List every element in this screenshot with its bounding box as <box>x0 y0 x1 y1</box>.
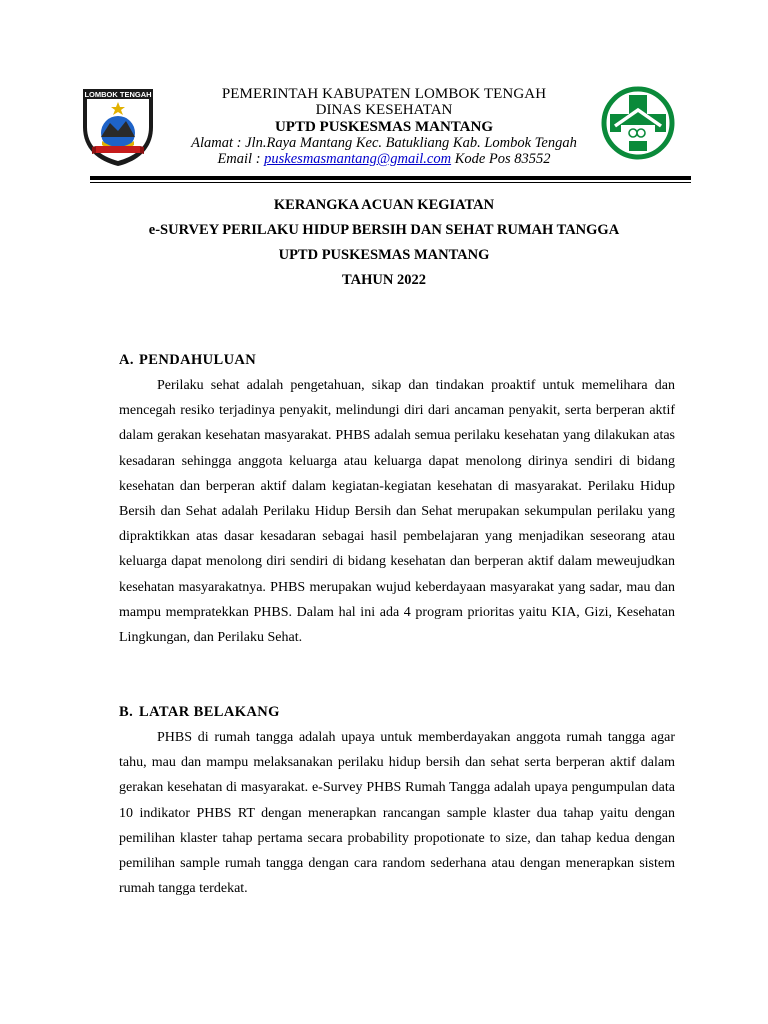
lombok-tengah-emblem-icon <box>80 87 156 167</box>
section-text-b: PHBS di rumah tangga adalah upaya untuk memberdayakan anggota rumah tangga agar tahu, mau dan mampu melaksanakan perilaku hidup bersih dan sehat serta berperan aktif dalam gerakan kesehatan di masyarakat. e-Survey PHBS Rumah Tangga adalah upaya pengumpulan data 10 indikator PHBS RT dengan menerapkan rancangan sample klaster dua tahap yaitu dengan pemilihan klaster tahap pertama secara probability propotionate to size, dan tahap kedua dengan pemilihan sample rumah tangga dengan cara random sederhana atau dengan menerapkan sistem rumah tangga terdekat. <box>119 730 675 897</box>
address-line: Alamat : Jln.Raya Mantang Kec. Batukliang Kab. Lombok Tengah <box>191 135 577 151</box>
postal-code: Kode Pos 83552 <box>451 151 551 167</box>
contact-line <box>160 151 608 167</box>
letterhead-rule-thin <box>90 182 691 183</box>
section-heading-b <box>119 704 280 721</box>
section-title-a: PENDAHULUAN <box>139 352 257 368</box>
doc-title-3: UPTD PUSKESMAS MANTANG <box>278 247 490 263</box>
government-name: PEMERINTAH KABUPATEN LOMBOK TENGAH <box>221 86 547 102</box>
section-body-b <box>119 725 675 901</box>
section-number-b: B. <box>119 704 134 720</box>
doc-title-1: KERANGKA ACUAN KEGIATAN <box>273 197 495 213</box>
section-text-a: Perilaku sehat adalah pengetahuan, sikap dan tindakan proaktif untuk memelihara dan mencegah resiko terjadinya penyakit, melindungi diri dari ancaman penyakit, serta berperan aktif dalam gerakan kesehatan masyarakat. PHBS adalah semua perilaku kesehatan yang dilakukan atas kesadaran sehingga anggota keluarga atau keluarga dapat menolong dirinya sendiri di bidang kesehatan dan berperan aktif dalam kegiatan-kegiatan kesehatan di masyarakat. Perilaku Hidup Bersih dan Sehat adalah Perilaku Hidup Bersih dan Sehat merupakan sekumpulan perilaku yang dipraktikkan atas dasar kesadaran sebagai hasil pembelajaran yang menjadikan seseorang atau keluarga dapat menolong diri sendiri di bidang kesehatan dan berperan aktif dalam meweujudkan kesehatan masyarakatnya. PHBS merupakan wujud keberdayaan masyarakat yang sadar, mau dan mampu mempratekkan PHBS. Dalam hal ini ada 4 program prioritas yaitu KIA, Gizi, Kesehatan Lingkungan, dan Perilaku Sehat. <box>119 378 675 646</box>
section-body-a <box>119 373 675 650</box>
section-heading-a <box>119 352 256 369</box>
doc-title-4: TAHUN 2022 <box>342 272 426 288</box>
email-link[interactable]: puskesmasmantang@gmail.com <box>264 151 452 167</box>
section-title-b: LATAR BELAKANG <box>139 704 280 720</box>
agency-name: DINAS KESEHATAN <box>315 102 453 118</box>
puskesmas-cross-emblem-icon <box>601 86 675 160</box>
section-number-a: A. <box>119 352 134 368</box>
emblem-label: LOMBOK TENGAH <box>84 90 152 99</box>
puskesmas-name: UPTD PUSKESMAS MANTANG <box>274 119 494 135</box>
doc-title-2: e-SURVEY PERILAKU HIDUP BERSIH DAN SEHAT RUMAH TANGGA <box>148 222 620 238</box>
email-label: Email : <box>217 151 265 167</box>
letterhead-rule-thick <box>90 176 691 180</box>
